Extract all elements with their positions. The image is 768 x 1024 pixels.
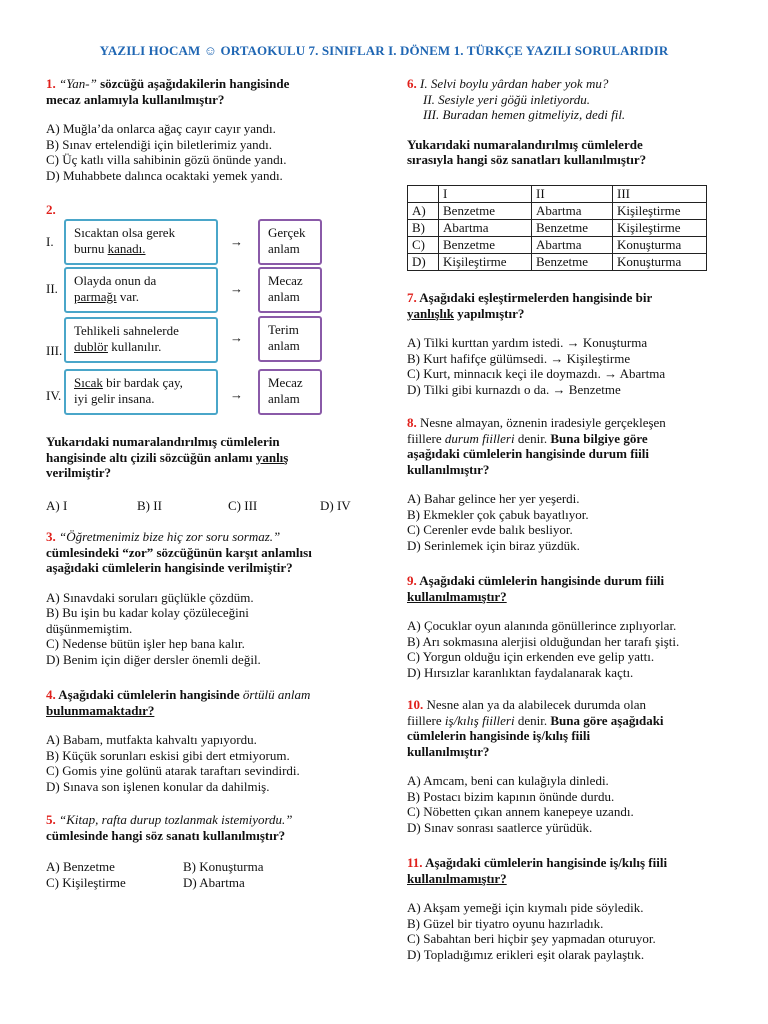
question-text: mecaz anlamıyla kullanılmıştır? [46,91,225,107]
roman-numeral: II. [46,281,58,296]
underlined-word: dublör [74,339,108,354]
question-number: 9. [407,573,417,588]
option-a[interactable]: A) Çocuklar oyun alanında gönüllerince zıplıyorlar. [407,618,677,633]
option-a[interactable]: A) I [46,498,68,513]
option-c[interactable]: C) Sabahtan beri hiçbir şey yapmadan oturuyor. [407,931,656,946]
quoted-sentence: “Kitap, rafta durup tozlanmak istemiyordu.” [55,812,293,827]
arrow-icon: → [230,330,243,345]
question-number: 10. [407,697,424,712]
option-d[interactable]: D) Topladığımız erikleri eşit olarak paylaştık. [407,946,645,962]
option-d[interactable]: D) Tilki gibi kurnazdı o da. → Benzetme [407,381,621,397]
meaning-box: Terim anlam [258,316,322,362]
option-b[interactable]: B) Kurt hafifçe gülümsedi. → Kişileştirme [407,350,631,366]
question-number: 2. [46,202,56,217]
underlined-word: bulunmamaktadır? [46,702,155,718]
option-c[interactable]: C) III [228,498,258,513]
arrow-icon: → [230,387,243,402]
roman-numeral: III. [46,343,63,358]
option-a[interactable]: A) Bahar gelince her yer yeşerdi. [407,491,580,506]
underlined-word: Sıcak [74,375,103,390]
option-b[interactable]: B) Bu işin bu kadar kolay çözüleceğini [46,605,249,620]
option-c[interactable]: C) Gomis yine golünü atarak taraftarı sevindirdi. [46,763,300,778]
option-c[interactable]: C) Üç katlı villa sahibinin gözü önünde yandı. [46,152,287,167]
sentence-box: Tehlikeli sahnelerde dublör kullanılır. [64,317,218,363]
meaning-box: Mecaz anlam [258,267,322,313]
table-row[interactable]: A) Benzetme Abartma Kişileştirme [408,203,707,220]
question-number: 8. [407,415,417,430]
meaning-box: Gerçek anlam [258,219,322,265]
option-a[interactable]: A) Benzetme [46,859,115,874]
table-row[interactable]: B) Abartma Benzetme Kişileştirme [408,220,707,237]
arrow-icon: → [230,234,243,249]
question-6: 6. I. Selvi boylu yârdan haber yok mu? II. Sesiyle yeri göğü inletiyordu. III. Buradan hemen gitmeliyiz, dedi fil. Yukarıdaki numaralandırılmış cümlelerde sırasıyla hangi söz sanatları kullanılmıştır? [407,76,647,167]
option-d[interactable]: D) Sınava son işlenen konular da dahilmiş. [46,778,270,794]
question-5: 5. “Kitap, rafta durup tozlanmak istemiyordu.” cümlesinde hangi söz sanatı kullanılmıştır? [46,812,293,843]
option-b[interactable]: B) Güzel bir tiyatro oyunu hazırladık. [407,915,604,931]
question-7: 7. Aşağıdaki eşleştirmelerden hangisinde bir yanlışlık yapılmıştır? A) Tilki kurttan yardım istedi. → Konuşturma B) Kurt hafifçe gülümsedi. → Kişileştirme C) Kurt, minnacık keçi ile doymazdı. → Abartma D) Tilki gibi kurnazdı o da. → Benzetme [407,290,747,397]
option-c[interactable]: C) Cerenler evde balık besliyor. [407,522,573,537]
page-title: YAZILI HOCAM ☺ ORTAOKULU 7. SINIFLAR I. DÖNEM 1. TÜRKÇE YAZILI SORULARIDIR [99,43,669,58]
option-b[interactable]: B) II [137,498,162,513]
arrow-icon: → [230,281,243,296]
question-8: 8. Nesne almayan, öznenin iradesiyle gerçekleşen fiillere durum fiilleri denir. Buna bilgiye göre aşağıdaki cümlelerin hangisinde durum fiili kullanılmıştır? A) Bahar gelince her yer yeşerdi. B) Ekmekler çok çabuk bayatlıyor. C) Cerenler evde balık besliyor. D) Serinlemek için biraz yüzdük. [407,415,747,553]
option-d[interactable]: D) Sınav sonrası saatlerce yürüdük. [407,819,593,835]
question-number: 3. [46,529,56,544]
question-4: 4. Aşağıdaki cümlelerin hangisinde örtülü anlam bulunmamaktadır? A) Babam, mutfakta kahvaltı yapıyordu. B) Küçük sorunları eskisi gibi dert etmiyorum. C) Gomis yine golünü atarak taraftarı sevindirdi. D) Sınava son işlenen konular da dahilmiş. [46,687,386,794]
option-a[interactable]: A) Muğla’da onlarca ağaç cayır cayır yandı. [46,121,276,136]
quoted-word: “Yan-” [59,76,97,91]
sentence-box: Olayda onun da parmağı var. [64,267,218,313]
option-d[interactable]: D) Benim için diğer dersler önemli değil. [46,651,261,667]
question-3: 3. “Öğretmenimiz bize hiç zor soru sormaz.” cümlesindeki “zor” sözcüğünün karşıt anlamlısı aşağıdaki cümlelerin hangisinde verilmiştir? A) Sınavdaki soruları güçlükle çözdüm. B) Bu işin bu kadar kolay çözüleceğini düşünmemiştim. C) Nedense bütün işler hep bana kalır. D) Benim için diğer dersler önemli değil. [46,529,386,667]
roman-numeral: I. [46,234,54,249]
option-d[interactable]: D) Hırsızlar karanlıktan faydalanarak kaçtı. [407,664,634,680]
question-9: 9. Aşağıdaki cümlelerin hangisinde durum fiili kullanılmamıştır? A) Çocuklar oyun alanında gönüllerince zıplıyorlar. B) Arı sokmasına alerjisi olduğundan her tarafı şişti. C) Yorgun olduğu için erkenden eve gelip yattı. D) Hırsızlar karanlıktan faydalanarak kaçtı. [407,573,747,680]
underlined-word: yanlışlık [407,305,454,321]
question-text: sözcüğü aşağıdakilerin hangisinde [96,76,290,91]
option-b[interactable]: B) Ekmekler çok çabuk bayatlıyor. [407,506,589,522]
roman-numeral: IV. [46,388,62,403]
option-a[interactable]: A) Tilki kurttan yardım istedi. → Konuşturma [407,335,648,350]
option-a[interactable]: A) Sınavdaki soruları güçlükle çözdüm. [46,589,254,605]
option-d[interactable]: D) Abartma [183,875,245,890]
option-a[interactable]: A) Amcam, beni can kulağıyla dinledi. [407,773,609,788]
meaning-box: Mecaz anlam [258,369,322,415]
question-number: 4. [46,687,56,702]
option-b[interactable]: B) Sınav ertelendiği için biletlerimiz yandı. [46,136,272,152]
option-d[interactable]: D) Muhabbete dalınca ocaktaki yemek yandı. [46,167,283,183]
option-c[interactable]: C) Kurt, minnacık keçi ile doymazdı. → Abartma [407,366,666,381]
option-c[interactable]: C) Nedense bütün işler hep bana kalır. [46,636,245,651]
option-c[interactable]: C) Kişileştirme [46,875,126,890]
underlined-word: kullanılmamıştır? [407,870,507,886]
option-b[interactable]: B) Postacı bizim kapının önünde durdu. [407,788,615,804]
question-11: 11. Aşağıdaki cümlelerin hangisinde iş/kılış fiili kullanılmamıştır? A) Akşam yemeği için kıymalı pide söyledik. B) Güzel bir tiyatro oyunu hazırladık. C) Sabahtan beri hiçbir şey yapmadan oturuyor. D) Topladığımız erikleri eşit olarak paylaştık. [407,855,747,962]
sentence-box: Sıcak bir bardak çay, iyi gelir insana. [64,369,218,415]
question-number: 1. [46,76,56,91]
option-b[interactable]: B) Konuşturma [183,859,264,874]
underlined-word: kanadı. [107,241,146,256]
question-10: 10. Nesne alan ya da alabilecek durumda olan fiillere iş/kılış fiilleri denir. Buna göre aşağıdaki cümlelerin hangisinde iş/kılış fiili kullanılmıştır? A) Amcam, beni can kulağıyla dinledi. B) Postacı bizim kapının önünde durdu. C) Nöbetten çıkan annem kanepeye uzandı. D) Sınav sonrası saatlerce yürüdük. [407,697,747,835]
underlined-word: kullanılmamıştır? [407,588,507,604]
underlined-word: parmağı [74,289,117,304]
option-a[interactable]: A) Babam, mutfakta kahvaltı yapıyordu. [46,732,257,747]
option-c[interactable]: C) Yorgun olduğu için erkenden eve gelip yattı. [407,649,655,664]
question-number: 7. [407,290,417,305]
table-header: I II III [408,186,707,203]
question-1 [46,76,376,183]
table-row[interactable]: C) Benzetme Abartma Konuşturma [408,237,707,254]
option-b[interactable]: B) Arı sokmasına alerjisi olduğundan her tarafı şişti. [407,633,680,649]
answer-table [407,185,707,271]
question-number: 5. [46,812,56,827]
option-d[interactable]: D) IV [320,498,351,513]
option-c[interactable]: C) Nöbetten çıkan annem kanepeye uzandı. [407,804,634,819]
sentence-box: Sıcaktan olsa gerek burnu kanadı. [64,219,218,265]
option-b[interactable]: B) Küçük sorunları eskisi gibi dert etmiyorum. [46,747,290,763]
option-b-continued[interactable]: düşünmemiştim. [46,620,133,636]
table-row[interactable]: D) Kişileştirme Benzetme Konuşturma [408,254,707,271]
underlined-word: yanlış [255,449,289,465]
option-d[interactable]: D) Serinlemek için biraz yüzdük. [407,537,580,553]
question-2-stem: Yukarıdaki numaralandırılmış cümlelerin hangisinde altı çizili sözcüğün anlamı yanlış verilmiştir? [46,434,289,480]
question-number: 11. [407,855,423,870]
option-a[interactable]: A) Akşam yemeği için kıymalı pide söyledik. [407,900,644,915]
quoted-sentence: “Öğretmenimiz bize hiç zor soru sormaz.” [55,529,281,544]
question-number: 6. [407,76,417,91]
